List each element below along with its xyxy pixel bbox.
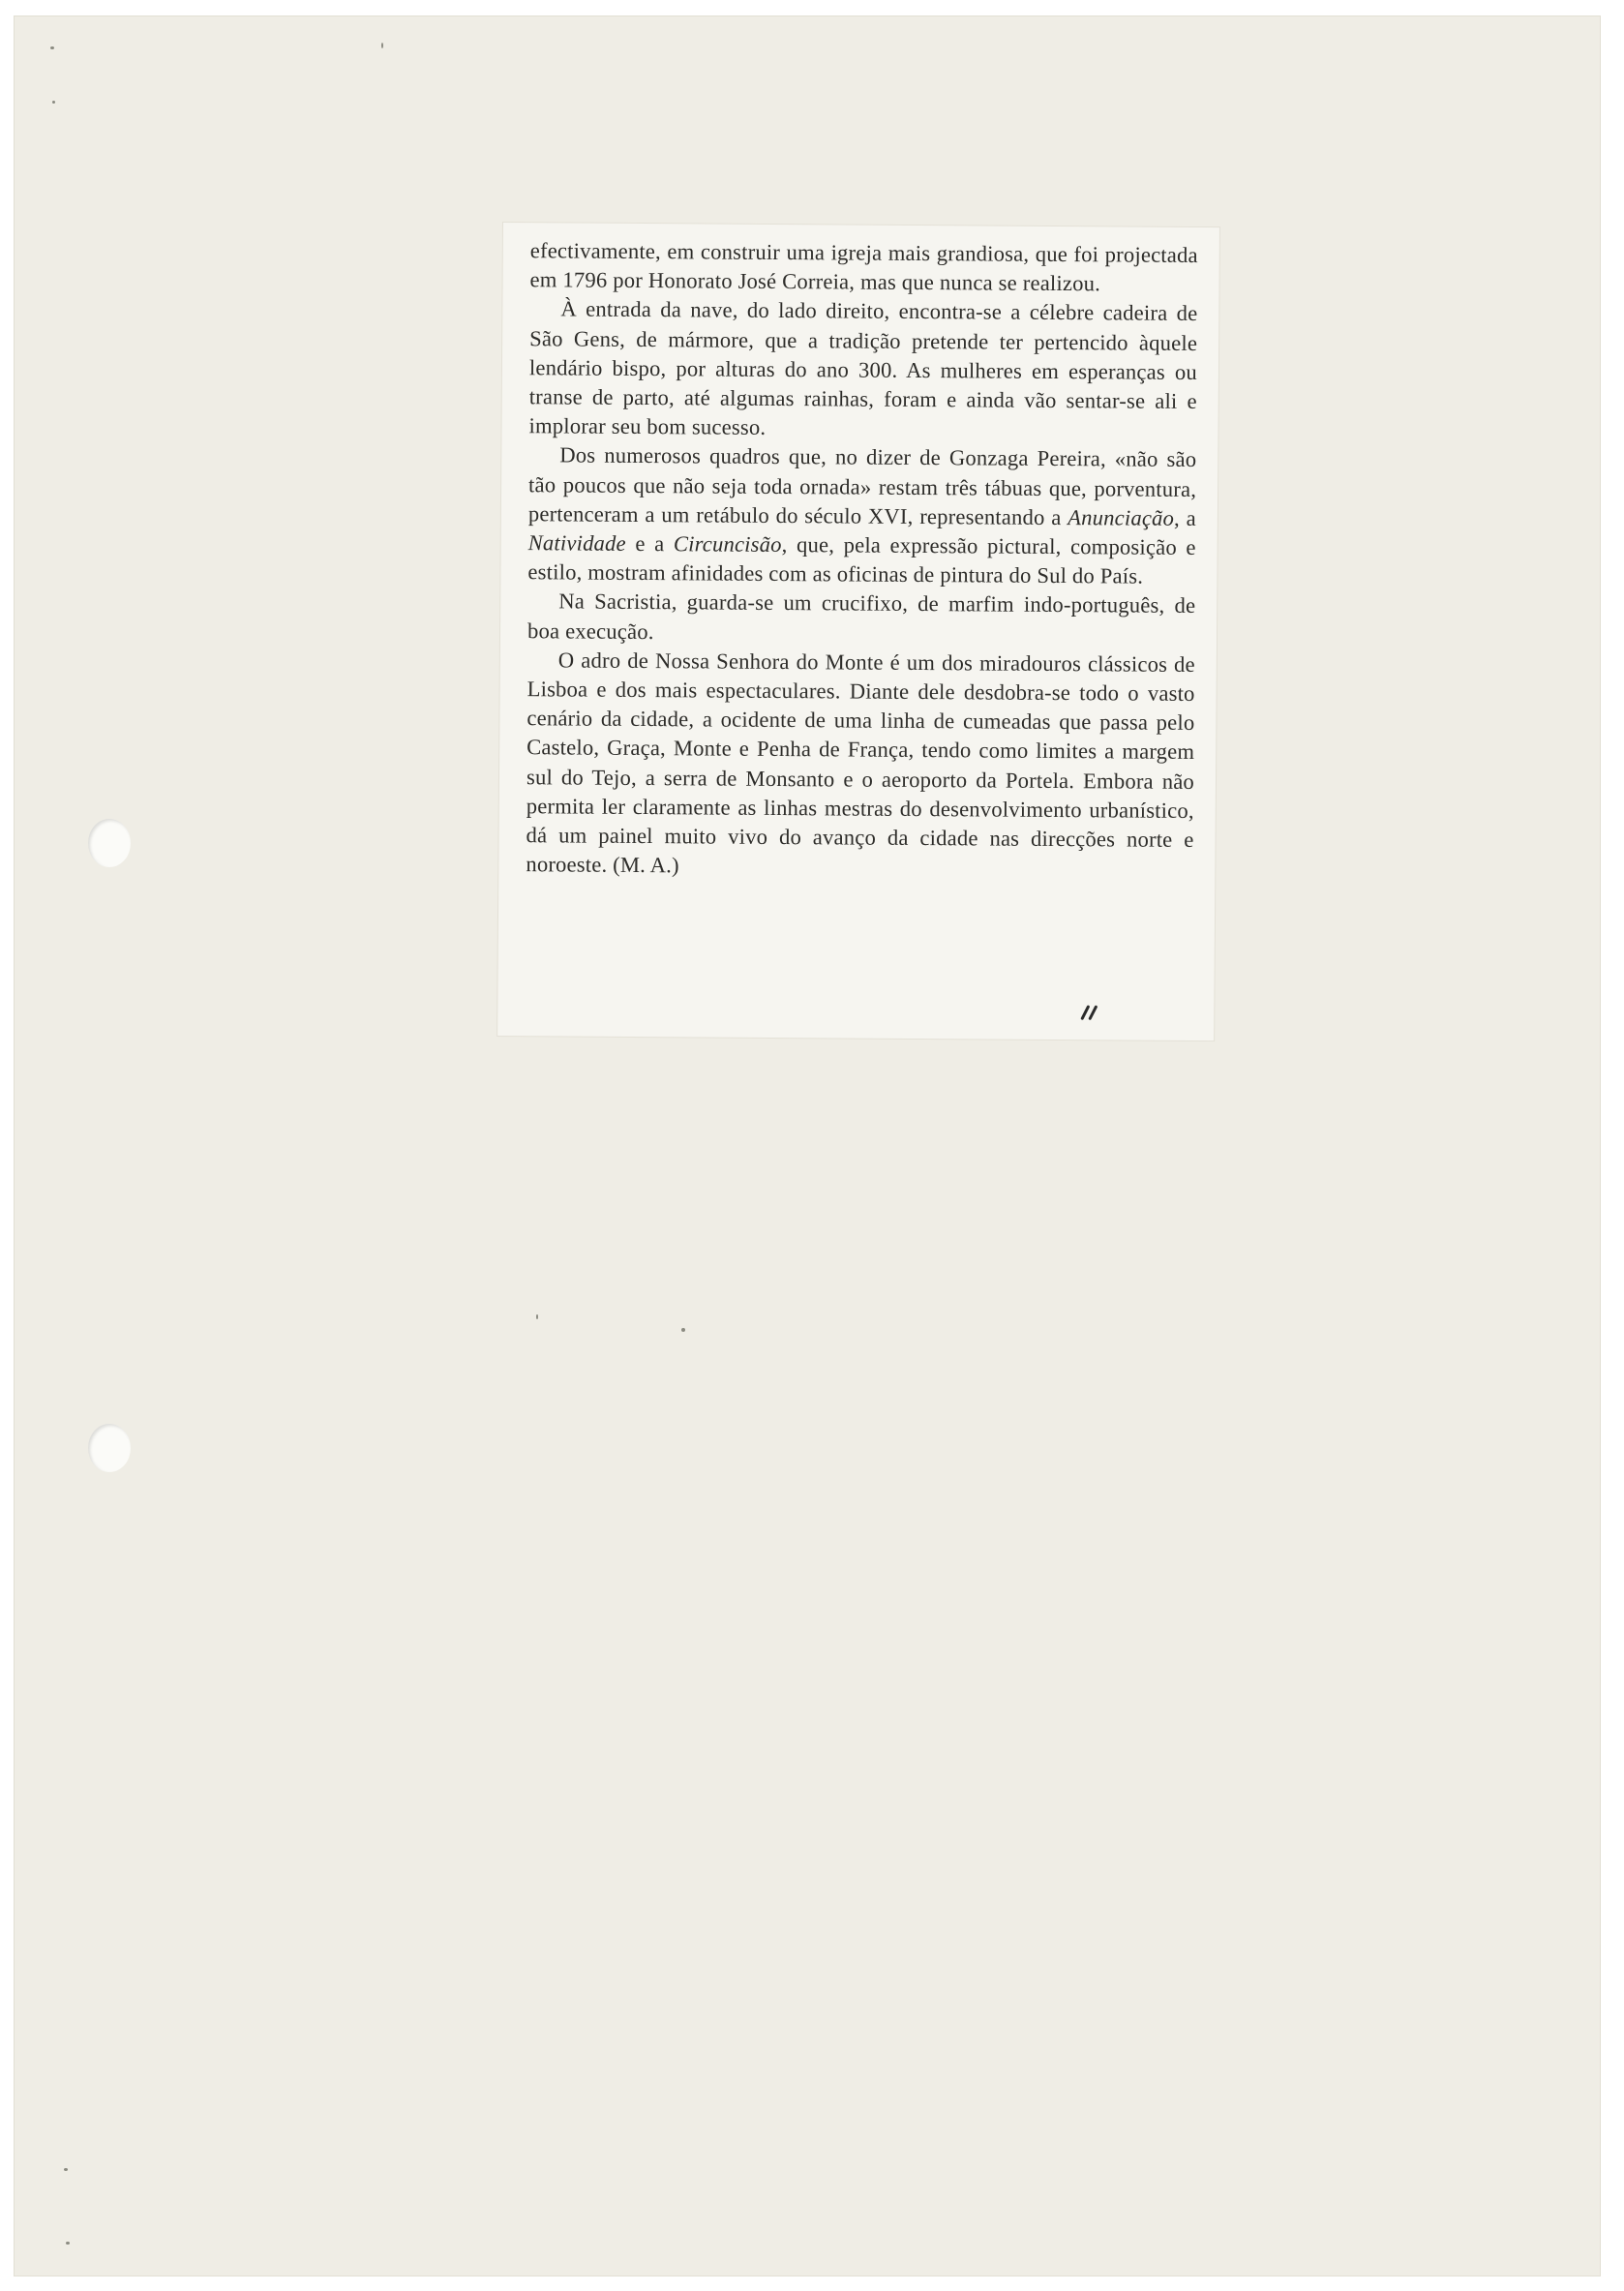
paragraph: À entrada da nave, do lado direito, encontra-se a célebre cadeira de São Gens, de mármore, que a tradição pretende ter pertencido àquele lendário bispo, por alturas do ano 300. As mulheres em esperanças ou transe de parto, até algumas rainhas, foram e ainda vão sentar-se ali e implorar seu bom sucesso. [528, 296, 1198, 440]
paragraph: Na Sacristia, guarda-se um crucifixo, de marfim indo-português, de boa execução. [526, 588, 1196, 644]
italic-title: Circuncisão [673, 531, 782, 558]
paper-speck [64, 2168, 68, 2171]
paper-speck [66, 2242, 70, 2245]
paper-speck [681, 1328, 685, 1332]
paper-speck [381, 43, 383, 48]
paragraph [527, 441, 1196, 592]
punch-hole [88, 1424, 131, 1472]
text-run: Dos numerosos quadros que, no dizer de Gonzaga Pereira, «não são tão poucos que não seja toda ornada» restam três tábuas que, porventura, pertenceram a um retábulo do século XVI, representando a [527, 442, 1197, 529]
paper-speck [536, 1314, 538, 1319]
italic-title: Natividade [527, 530, 626, 556]
text-run: , a [1174, 505, 1196, 530]
paper-speck [52, 101, 55, 104]
paragraph: O adro de Nossa Senhora do Monte é um dos miradouros clássicos de Lisboa e dos mais espectaculares. Diante dele desdobra-se todo o vasto cenário da cidade, a ocidente de uma linha de cumeadas que passa pelo Castelo, Graça, Monte e Penha de França, tendo como limites a margem sul do Tejo, a serra de Monsanto e o aeroporto da Portela. Embora não permita ler claramente as linhas mestras do desenvolvimento urbanístico, dá um painel muito vivo do avanço da cidade nas direcções norte e noroeste. (M. A.) [526, 648, 1195, 878]
text-run: e a [625, 530, 674, 557]
paragraph: efectivamente, em construir uma igreja mais grandiosa, que foi projectada em 1796 por Honorato José Correia, mas que nunca se realizou. [529, 238, 1198, 296]
punch-hole [88, 819, 131, 867]
article-text [526, 236, 1198, 884]
newspaper-clipping [497, 223, 1219, 1040]
text-run: , que, pela expressão pictural, composição e estilo, mostram afinidades com as oficinas de pintura do Sul do País. [527, 532, 1196, 588]
paper-sheet [14, 15, 1601, 2276]
handwritten-end-mark-icon [1074, 995, 1103, 1024]
paper-speck [50, 46, 54, 49]
italic-title: Anunciação [1068, 504, 1175, 530]
